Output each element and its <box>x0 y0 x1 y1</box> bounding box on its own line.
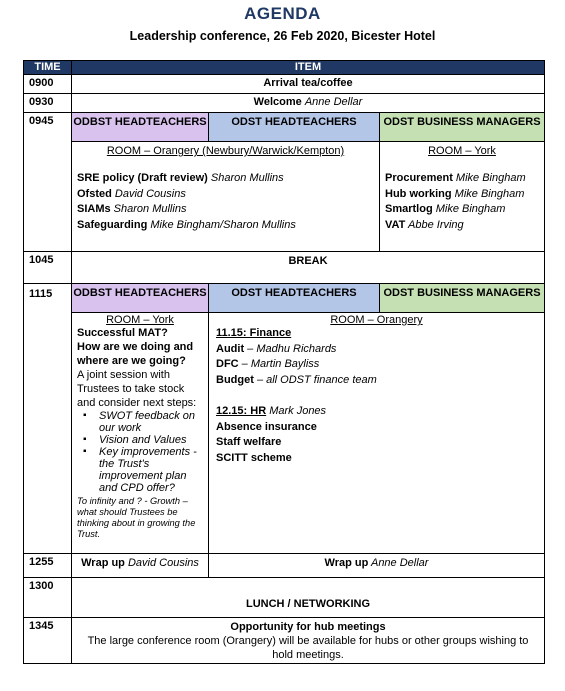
room-label: ROOM – Orangery (Newbury/Warwick/Kempton) <box>106 145 345 157</box>
session-1-right <box>380 142 545 252</box>
time-cell: 1045 <box>24 252 72 284</box>
session-2-right <box>209 313 545 554</box>
welcome-label: Welcome <box>253 96 305 108</box>
wrap-up-left: Wrap up David Cousins <box>72 554 209 578</box>
list-item: ▪ Vision and Values <box>99 434 203 446</box>
time-cell: 1300 <box>24 578 72 618</box>
time-cell: 1345 <box>24 618 72 664</box>
list-item: SRE policy (Draft review) Sharon Mullins <box>77 172 284 184</box>
time-header: TIME <box>24 61 72 75</box>
welcome-item <box>72 94 545 113</box>
list-item: Hub working Mike Bingham <box>385 187 525 200</box>
session-odbst-headteachers: ODBST HEADTEACHERS <box>72 284 209 313</box>
break-item: BREAK <box>72 252 545 284</box>
room-label: ROOM – York <box>106 314 174 326</box>
session-odbst-headteachers: ODBST HEADTEACHERS <box>72 113 209 142</box>
hub-item <box>72 618 545 664</box>
time-cell: 1255 <box>24 554 72 578</box>
list-item: Audit – Madhu Richards <box>216 342 337 355</box>
session-question: How are we doing and where are we going? <box>77 341 194 367</box>
time-cell: 0930 <box>24 94 72 113</box>
list-item: Absence insurance <box>216 420 317 433</box>
page-title: AGENDA <box>244 4 321 23</box>
list-item: Budget – all ODST finance team <box>216 373 377 386</box>
finance-heading: 11.15: Finance <box>216 327 292 339</box>
list-item: Ofsted David Cousins <box>77 187 186 200</box>
list-item: SIAMs Sharon Mullins <box>77 203 187 215</box>
wrap-up-right: Wrap up Anne Dellar <box>209 554 545 578</box>
list-item: Smartlog Mike Bingham <box>385 203 506 215</box>
session-footer-note: To infinity and ? - Growth – what should Trustees be thinking about in growing the Trust. <box>77 496 196 539</box>
bullet-list <box>77 410 203 494</box>
session-question: Successful MAT? <box>77 327 168 339</box>
list-item: ▪ Key improvements - the Trust's improvement plan and CPD offer? <box>99 446 203 494</box>
session-odst-business-managers: ODST BUSINESS MANAGERS <box>380 284 545 313</box>
session-2-left <box>72 313 209 554</box>
list-item: Procurement Mike Bingham <box>385 172 526 184</box>
time-cell: 1115 <box>24 284 72 554</box>
session-description: A joint session with Trustees to take stock and consider next steps: <box>77 369 197 409</box>
list-item: VAT Abbe Irving <box>385 218 464 231</box>
lunch-item: LUNCH / NETWORKING <box>72 578 545 618</box>
time-cell: 0900 <box>24 75 72 94</box>
hr-heading: 12.15: HR Mark Jones <box>216 405 327 417</box>
agenda-table <box>23 60 545 664</box>
session-odst-headteachers: ODST HEADTEACHERS <box>209 284 380 313</box>
hub-description: The large conference room (Orangery) will be available for hubs or other groups wishing to hold meetings. <box>87 635 529 661</box>
list-item: Safeguarding Mike Bingham/Sharon Mullins <box>77 218 296 231</box>
list-item: DFC – Martin Bayliss <box>216 358 320 370</box>
room-label: ROOM – York <box>428 145 496 157</box>
session-odst-headteachers: ODST HEADTEACHERS <box>209 113 380 142</box>
arrival-item: Arrival tea/coffee <box>72 75 545 94</box>
hub-heading: Opportunity for hub meetings <box>230 621 386 633</box>
room-label: ROOM – Orangery <box>330 314 423 326</box>
item-header: ITEM <box>72 61 545 75</box>
list-item: Staff welfare <box>216 436 282 448</box>
list-item: ▪ SWOT feedback on our work <box>99 410 203 434</box>
time-cell: 0945 <box>24 113 72 252</box>
session-odst-business-managers: ODST BUSINESS MANAGERS <box>380 113 545 142</box>
session-1-left <box>72 142 380 252</box>
page-subtitle: Leadership conference, 26 Feb 2020, Bicester Hotel <box>129 29 436 43</box>
list-item: SCITT scheme <box>216 451 292 464</box>
welcome-name: Anne Dellar <box>304 96 363 108</box>
